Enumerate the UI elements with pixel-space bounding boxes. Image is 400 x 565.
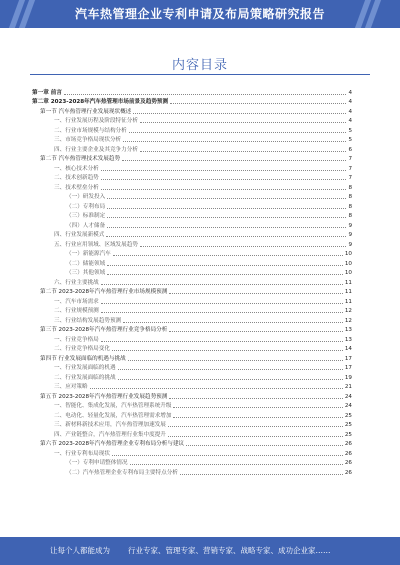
toc-entry-text: 二、行业发展面临的挑战: [54, 374, 116, 381]
toc-entry-page: 13: [344, 327, 352, 333]
toc-entry[interactable]: [32, 153, 352, 163]
toc-entry-page: 21: [344, 384, 352, 390]
toc-entry-page: 11: [344, 279, 352, 286]
toc-entry-page: 19: [344, 374, 352, 381]
toc-entry[interactable]: [32, 390, 352, 400]
toc-entry-text: 第一节 汽车热管理行业发展现状概述: [40, 108, 132, 115]
toc-entry-text: 一、智能化、集成化发展，汽车热管理系统升级: [54, 403, 172, 409]
toc-dot-leader: [107, 208, 346, 209]
toc-entry-page: 7: [348, 165, 352, 172]
toc-entry-text: 第一章 前言: [32, 89, 62, 96]
toc-dot-leader: [128, 360, 343, 361]
toc-entry[interactable]: [32, 466, 352, 476]
toc-entry-page: 8: [348, 184, 352, 191]
toc-dot-leader: [101, 170, 347, 171]
toc-entry-text: （二）专利布局: [66, 203, 106, 210]
toc-entry[interactable]: [32, 115, 352, 125]
toc-entry-page: 4: [348, 118, 352, 124]
toc-entry-page: 4: [348, 108, 352, 115]
toc-entry[interactable]: [32, 305, 352, 315]
toc-entry[interactable]: [32, 457, 352, 467]
toc-dot-leader: [90, 388, 343, 389]
toc-entry[interactable]: [32, 134, 352, 144]
toc-entry[interactable]: [32, 400, 352, 410]
toc-dot-leader: [107, 198, 346, 199]
toc-entry[interactable]: [32, 371, 352, 381]
toc-dot-leader: [107, 265, 343, 266]
toc-entry-page: 25: [344, 431, 352, 438]
toc-dot-leader: [169, 331, 343, 332]
toc-entry[interactable]: [32, 295, 352, 305]
toc-entry-page: 26: [344, 441, 352, 447]
toc-entry[interactable]: [32, 419, 352, 429]
toc-entry-text: 第六节 2023-2028年汽车热管理企业专利布局分析与建议: [40, 441, 185, 447]
toc-dot-leader: [101, 179, 347, 180]
toc-entry[interactable]: [32, 362, 352, 372]
toc-entry-text: （一）专利申请整体情况: [66, 460, 128, 466]
toc-entry[interactable]: [32, 286, 352, 296]
toc-entry[interactable]: [32, 276, 352, 286]
toc-dot-leader: [112, 455, 343, 456]
toc-entry-text: （三）其他领域: [66, 270, 106, 276]
toc-entry-page: 14: [344, 346, 352, 352]
toc-entry-text: （二）汽车热管理企业专利布局主要特点分析: [66, 469, 178, 476]
toc-entry-text: 一、行业竞争格局: [54, 336, 99, 343]
toc-entry[interactable]: [32, 172, 352, 182]
toc-dot-leader: [101, 189, 347, 190]
footer-slogan-left: 让每个人都能成为: [50, 546, 110, 555]
toc-entry-page: 4: [348, 99, 352, 105]
toc-dot-leader: [106, 236, 346, 237]
toc-entry-page: 26: [344, 450, 352, 457]
toc-entry[interactable]: [32, 438, 352, 448]
toc-entry-text: （一）研发投入: [66, 194, 106, 200]
toc-entry-page: 9: [348, 232, 352, 238]
header-bar: [0, 0, 400, 28]
toc-entry[interactable]: [32, 314, 352, 324]
toc-dot-leader: [168, 426, 343, 427]
toc-dot-leader: [64, 94, 347, 95]
toc-entry-page: 24: [344, 403, 352, 409]
toc-entry-text: 第四节 行业发展面临的机遇与挑战: [40, 355, 126, 362]
toc-entry-text: 二、行业竞争格局变化: [54, 346, 110, 352]
toc-entry-text: 二、技术创新趋势: [54, 175, 99, 181]
toc-dot-leader: [140, 151, 347, 152]
toc-entry-page: 11: [344, 289, 352, 295]
footer-bar: [0, 537, 400, 565]
toc-dot-leader: [107, 227, 346, 228]
toc-entry[interactable]: [32, 181, 352, 191]
toc-entry[interactable]: [32, 96, 352, 106]
toc-dot-leader: [169, 293, 343, 294]
toc-dot-leader: [170, 103, 346, 104]
toc-dot-leader: [107, 274, 343, 275]
toc-entry-page: 5: [348, 127, 352, 134]
toc-entry-text: 一、汽车市场需求: [54, 298, 99, 305]
report-title: 汽车热管理企业专利申请及布局策略研究报告: [74, 7, 325, 21]
toc-entry-text: 四、行业发展新模式: [54, 232, 105, 238]
toc-divider: [30, 74, 370, 75]
toc-entry[interactable]: [32, 257, 352, 267]
toc-entry-page: 11: [344, 298, 352, 305]
toc-dot-leader: [129, 132, 347, 133]
toc-dot-leader: [113, 255, 343, 256]
toc-entry[interactable]: [32, 124, 352, 134]
toc-entry-page: 25: [344, 422, 352, 428]
toc-entry[interactable]: [32, 428, 352, 438]
toc-entry-page: 8: [348, 203, 352, 210]
toc-entry[interactable]: [32, 191, 352, 201]
toc-dot-leader: [133, 113, 346, 114]
toc-entry-page: 7: [348, 156, 352, 162]
toc-entry-text: 三、应对策略: [54, 384, 88, 390]
footer-slogan-right: 行业专家、管理专家、营销专家、战略专家、成功企业家……: [128, 546, 331, 555]
toc-entry[interactable]: [32, 447, 352, 457]
toc-entry-text: 二、电动化、轻量化发展，汽车热管理需求增加: [54, 412, 172, 419]
toc-dot-leader: [140, 122, 347, 123]
toc-dot-leader: [101, 303, 343, 304]
toc-dot-leader: [107, 217, 346, 218]
toc-dot-leader: [101, 284, 343, 285]
toc-entry-text: 一、核心技术分析: [54, 165, 99, 172]
toc-entry-text: 第二章 2023-2028年汽车热管理市场前景及趋势预测: [32, 99, 169, 105]
toc-entry-page: 17: [344, 355, 352, 362]
toc-entry-text: （一）新能源汽车: [66, 251, 111, 257]
toc-entry-page: 5: [348, 137, 352, 143]
toc-entry[interactable]: [32, 143, 352, 153]
toc-entry-text: （三）标准制定: [66, 213, 106, 219]
toc-dot-leader: [123, 322, 343, 323]
toc-entry-page: 9: [348, 222, 352, 229]
toc-entry-text: （二）储能领域: [66, 260, 106, 267]
toc-entry[interactable]: [32, 333, 352, 343]
toc-entry[interactable]: [32, 381, 352, 391]
toc-entry-page: 26: [344, 469, 352, 476]
toc-entry-page: 13: [344, 336, 352, 343]
toc-entry-page: 17: [344, 365, 352, 371]
toc-entry[interactable]: [32, 324, 352, 334]
toc-entry-text: 二、行业市场规模与结构分析: [54, 127, 127, 134]
toc-entry-page: 7: [348, 175, 352, 181]
toc-entry[interactable]: [32, 267, 352, 277]
toc-entry[interactable]: [32, 343, 352, 353]
toc-entry-text: 第五节 2023-2028年汽车热管理行业发展趋势预测: [40, 393, 168, 400]
toc-entry-page: 6: [348, 146, 352, 153]
toc-entry[interactable]: [32, 210, 352, 220]
toc-dot-leader: [173, 407, 342, 408]
toc-dot-leader: [130, 464, 343, 465]
toc-entry-page: 24: [344, 393, 352, 400]
toc-entry-page: 12: [344, 317, 352, 324]
toc-dot-leader: [101, 341, 343, 342]
toc-entry[interactable]: [32, 162, 352, 172]
toc-entry-page: 10: [344, 270, 352, 276]
toc-dot-leader: [122, 160, 346, 161]
toc-entry[interactable]: [32, 409, 352, 419]
toc-entry[interactable]: [32, 86, 352, 96]
toc-entry-text: 二、行业规模预测: [54, 308, 99, 314]
toc-entry-page: 25: [344, 412, 352, 419]
toc-entry[interactable]: [32, 229, 352, 239]
toc-entry-text: 六、行业主要挑战: [54, 279, 99, 286]
toc-entry-text: 三、新材料新技术应用，汽车热管理加速发展: [54, 422, 166, 428]
toc-entry-text: 四、行业主要企业及其竞争力分析: [54, 146, 138, 153]
toc-entry[interactable]: [32, 352, 352, 362]
toc-entry-text: 四、产业链整合，汽车热管理行业集中度提升: [54, 431, 166, 438]
toc-entry-page: 9: [348, 241, 352, 248]
toc-entry-text: 三、市场竞争格局现状分析: [54, 137, 122, 143]
toc-dot-leader: [173, 417, 342, 418]
toc-dot-leader: [186, 445, 343, 446]
toc-title: 内容目录: [171, 58, 228, 73]
toc-dot-leader: [118, 379, 343, 380]
toc-entry-text: 一、行业专利布局现状: [54, 450, 110, 457]
toc-entry-page: 10: [344, 260, 352, 267]
toc-list: [32, 86, 352, 476]
toc-dot-leader: [180, 474, 343, 475]
toc-entry-text: 第三节 2023-2028年汽车热管理行业竞争格局分析: [40, 327, 168, 333]
toc-entry-text: 三、行业结构发展趋势预测: [54, 317, 122, 324]
toc-dot-leader: [118, 369, 343, 370]
toc-entry-page: 10: [344, 251, 352, 257]
toc-entry[interactable]: [32, 238, 352, 248]
toc-entry-page: 4: [348, 89, 352, 96]
toc-entry-text: 一、行业发展历程及阶段特征分析: [54, 118, 138, 124]
toc-entry-page: 8: [348, 194, 352, 200]
toc-entry-page: 26: [344, 460, 352, 466]
toc-dot-leader: [169, 398, 343, 399]
toc-entry-text: 五、行业应用领域、区域发展趋势: [54, 241, 138, 248]
toc-entry[interactable]: [32, 248, 352, 258]
toc-entry-page: 12: [344, 308, 352, 314]
toc-dot-leader: [101, 312, 343, 313]
toc-dot-leader: [140, 246, 347, 247]
toc-dot-leader: [123, 141, 346, 142]
toc-entry-text: 一、行业发展面临的机遇: [54, 365, 116, 371]
toc-dot-leader: [168, 436, 343, 437]
toc-entry-text: 三、技术壁垒分析: [54, 184, 99, 191]
toc-entry[interactable]: [32, 105, 352, 115]
toc-dot-leader: [112, 350, 343, 351]
toc-entry-page: 8: [348, 213, 352, 219]
toc-entry[interactable]: [32, 200, 352, 210]
toc-entry[interactable]: [32, 219, 352, 229]
toc-entry-text: （四）人才储备: [66, 222, 106, 229]
toc-entry-text: 第二节 汽车热管理技术发展趋势: [40, 156, 121, 162]
toc-entry-text: 第二节 2023-2028年汽车热管理行业市场规模预测: [40, 289, 168, 295]
